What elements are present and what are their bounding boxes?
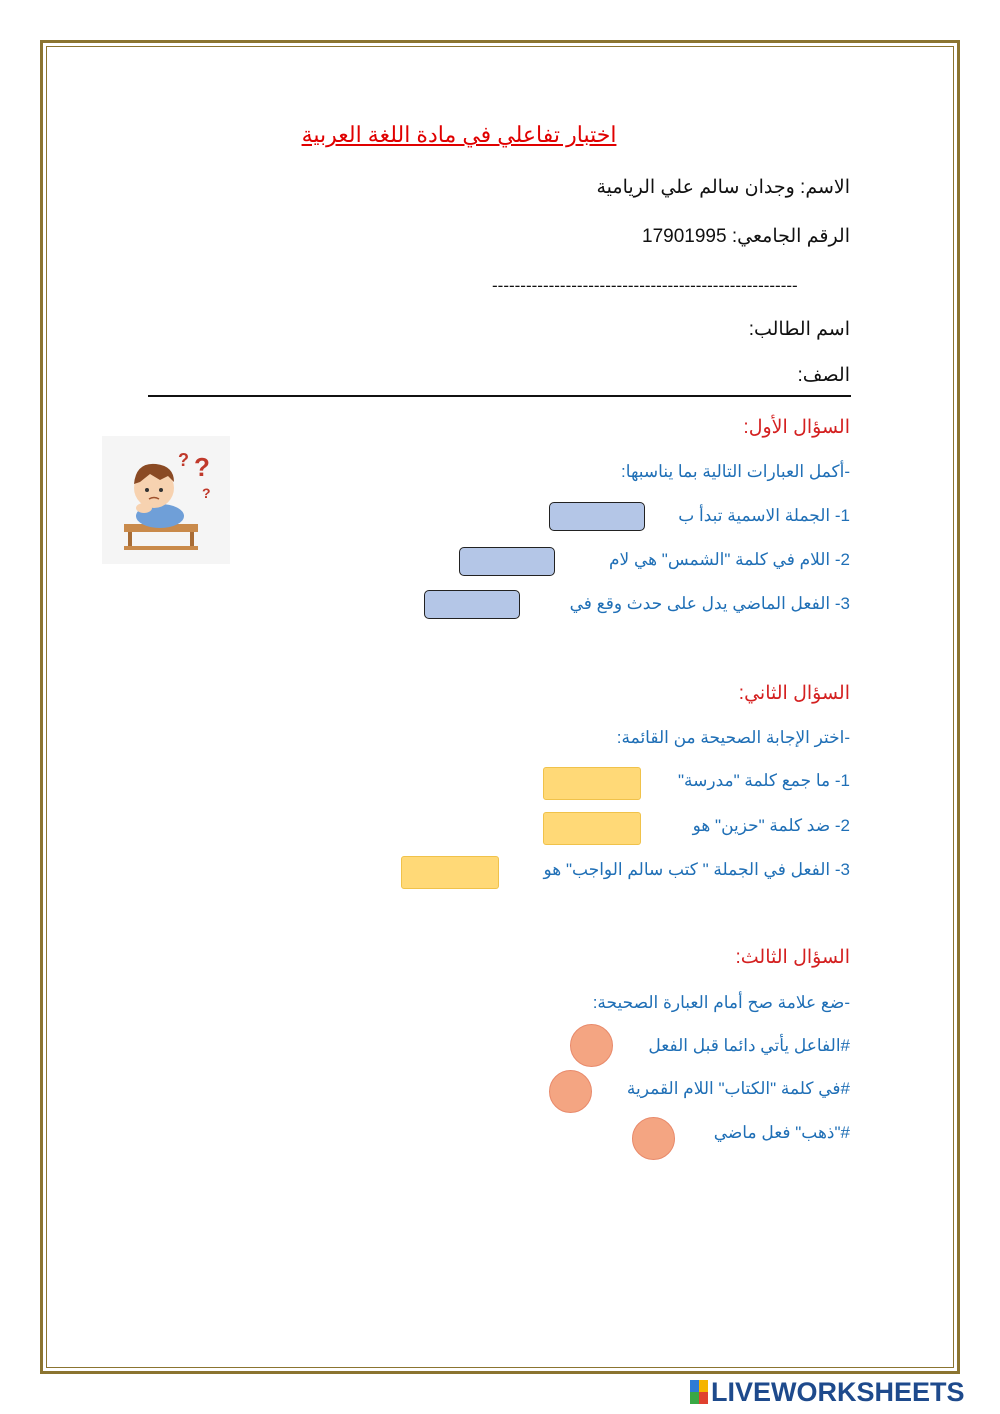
q2-instruction: -اختر الإجابة الصحيحة من القائمة: (616, 728, 850, 747)
liveworksheets-logo[interactable] (690, 1376, 965, 1408)
q3-item-2: #في كلمة "الكتاب" اللام القمرية (626, 1079, 850, 1098)
q3-item-3: #"ذهب" فعل ماضي (713, 1123, 850, 1142)
svg-text:?: ? (202, 485, 211, 501)
q1-item-2: 2- اللام في كلمة "الشمس" هي لام (609, 550, 850, 569)
liveworksheets-logo-icon (690, 1380, 708, 1404)
q1-instruction: -أكمل العبارات التالية بما يناسبها: (621, 462, 850, 481)
header-divider (148, 395, 851, 397)
page-title: اختبار تفاعلي في مادة اللغة العربية (301, 122, 617, 147)
svg-text:?: ? (194, 452, 210, 482)
q2-item-3: 3- الفعل في الجملة " كتب سالم الواجب" هو (543, 860, 850, 879)
q2-item-2: 2- ضد كلمة "حزين" هو (692, 816, 850, 835)
id-line: الرقم الجامعي: 17901995 (642, 226, 850, 247)
q2-item-1: 1- ما جمع كلمة "مدرسة" (677, 771, 850, 790)
q3-item-1: #الفاعل يأتي دائما قبل الفعل (648, 1036, 850, 1055)
q3-check-2-circle[interactable] (549, 1070, 592, 1113)
q3-check-3-circle[interactable] (632, 1117, 675, 1160)
q1-item-3: 3- الفعل الماضي يدل على حدث وقع في (569, 594, 850, 613)
q3-heading: السؤال الثالث: (735, 947, 850, 968)
q1-answer-1-input[interactable] (549, 502, 645, 531)
class-label: الصف: (797, 365, 850, 386)
q2-answer-3-select[interactable] (401, 856, 499, 889)
dashed-separator: ------------------------------------------------------ (492, 276, 798, 295)
q3-check-1-circle[interactable] (570, 1024, 613, 1067)
q2-heading: السؤال الثاني: (738, 683, 850, 704)
q2-answer-2-select[interactable] (543, 812, 641, 845)
q3-instruction: -ضع علامة صح أمام العبارة الصحيحة: (592, 993, 850, 1012)
student-name-label: اسم الطالب: (748, 319, 850, 340)
q1-answer-3-input[interactable] (424, 590, 520, 619)
q1-item-1: 1- الجملة الاسمية تبدأ ب (678, 506, 850, 525)
brand-text: LIVEWORKSHEETS (711, 1376, 965, 1407)
name-line: الاسم: وجدان سالم علي الريامية (596, 177, 850, 198)
q2-answer-1-select[interactable] (543, 767, 641, 800)
q1-heading: السؤال الأول: (743, 417, 850, 438)
svg-text:?: ? (178, 450, 189, 470)
q1-answer-2-input[interactable] (459, 547, 555, 576)
thinking-student-icon (102, 436, 230, 564)
